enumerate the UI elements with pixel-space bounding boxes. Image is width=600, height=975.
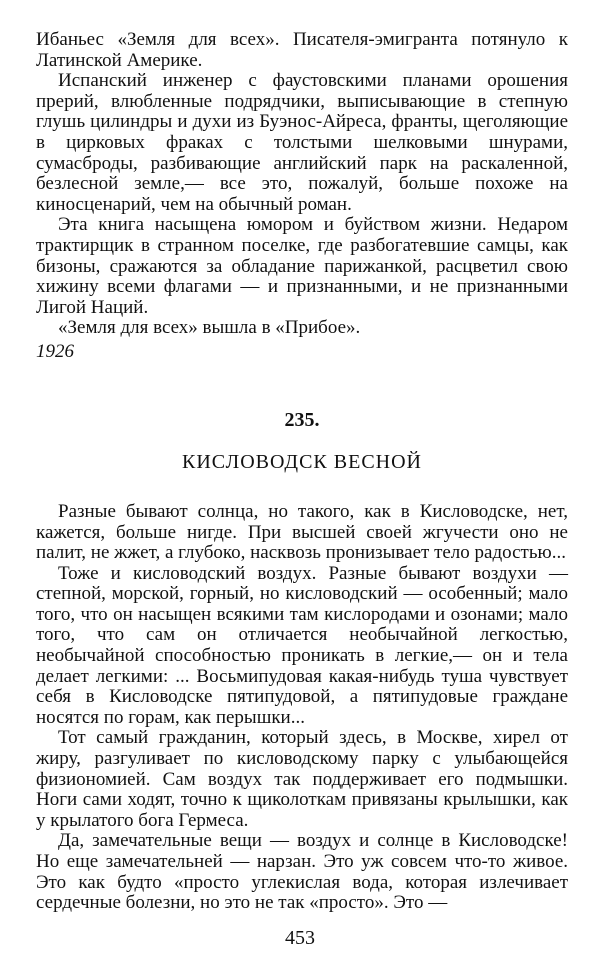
paragraph: Разные бывают солнца, но такого, как в Кисловодске, нет, кажется, больше нигде. При высшей своей жгучести оно не палит, не жжет, а глубоко, насквозь пронизывает тело радостью... bbox=[36, 500, 568, 564]
paragraph: Да, замечательные вещи — воздух и солнце в Кисловодске! Но еще замечательней — нарзан. Это уж совсем что-то живое. Это как будто «просто углекислая вода, которая излечивает сердечные болезни, но это не так «просто». Это — bbox=[36, 830, 568, 914]
article-number: 235. bbox=[284, 408, 320, 431]
page-content bbox=[36, 30, 568, 914]
paragraph-continuation: Ибаньес «Земля для всех». Писателя-эмигранта потянуло к Латинской Америке. bbox=[36, 29, 568, 71]
paragraph: Тот самый гражданин, который здесь, в Москве, хирел от жиру, разгуливает по кисловодскому парку с улыбающейся физиономией. Сам воздух так поддерживает его подмышки. Ноги сами ходят, точно к щиколоткам привязаны крылышки, как у крылатого бога Гермеса. bbox=[36, 727, 568, 831]
paragraph: «Земля для всех» вышла в «Прибое». bbox=[58, 317, 361, 339]
paragraph: Эта книга насыщена юмором и буйством жизни. Недаром трактирщик в странном поселке, где разбогатевшие самцы, как бизоны, сражаются за обладание парижанкой, расцветил свою хижину всеми флагами — и признанными, и не признанными Лигой Наций. bbox=[36, 214, 568, 318]
article-title: КИСЛОВОДСК ВЕСНОЙ bbox=[182, 450, 422, 473]
paragraph: Испанский инженер с фаустовскими планами орошения прерий, влюбленные подрядчики, выписывающие в степную глушь цилиндры и духи из Буэнос-Айреса, франты, щеголяющие в цирковых фраках с толстыми шелковыми шнурами, сумасброды, разбивающие английский парк на раскаленной, безлесной земле,— все это, пожалуй, больше похоже на киносценарий, чем на обычный роман. bbox=[36, 70, 568, 215]
paragraph: Тоже и кисловодский воздух. Разные бывают воздухи — степной, морской, горный, но кисловодский — особенный; мало того, что он насыщен всякими там кислородами и озонами; мало того, что сам он отличается необычайной легкостью, необычайной способностью проникать в легкие,— он и тела делает легкими: ... Восьмипудовая какая-нибудь туша чувствует себя в Кисловодске пятипудовой, а пятипудовые граждане носятся по горам, как перышки... bbox=[36, 562, 568, 728]
article-date: 1926 bbox=[36, 340, 74, 362]
page-number: 453 bbox=[285, 927, 315, 949]
